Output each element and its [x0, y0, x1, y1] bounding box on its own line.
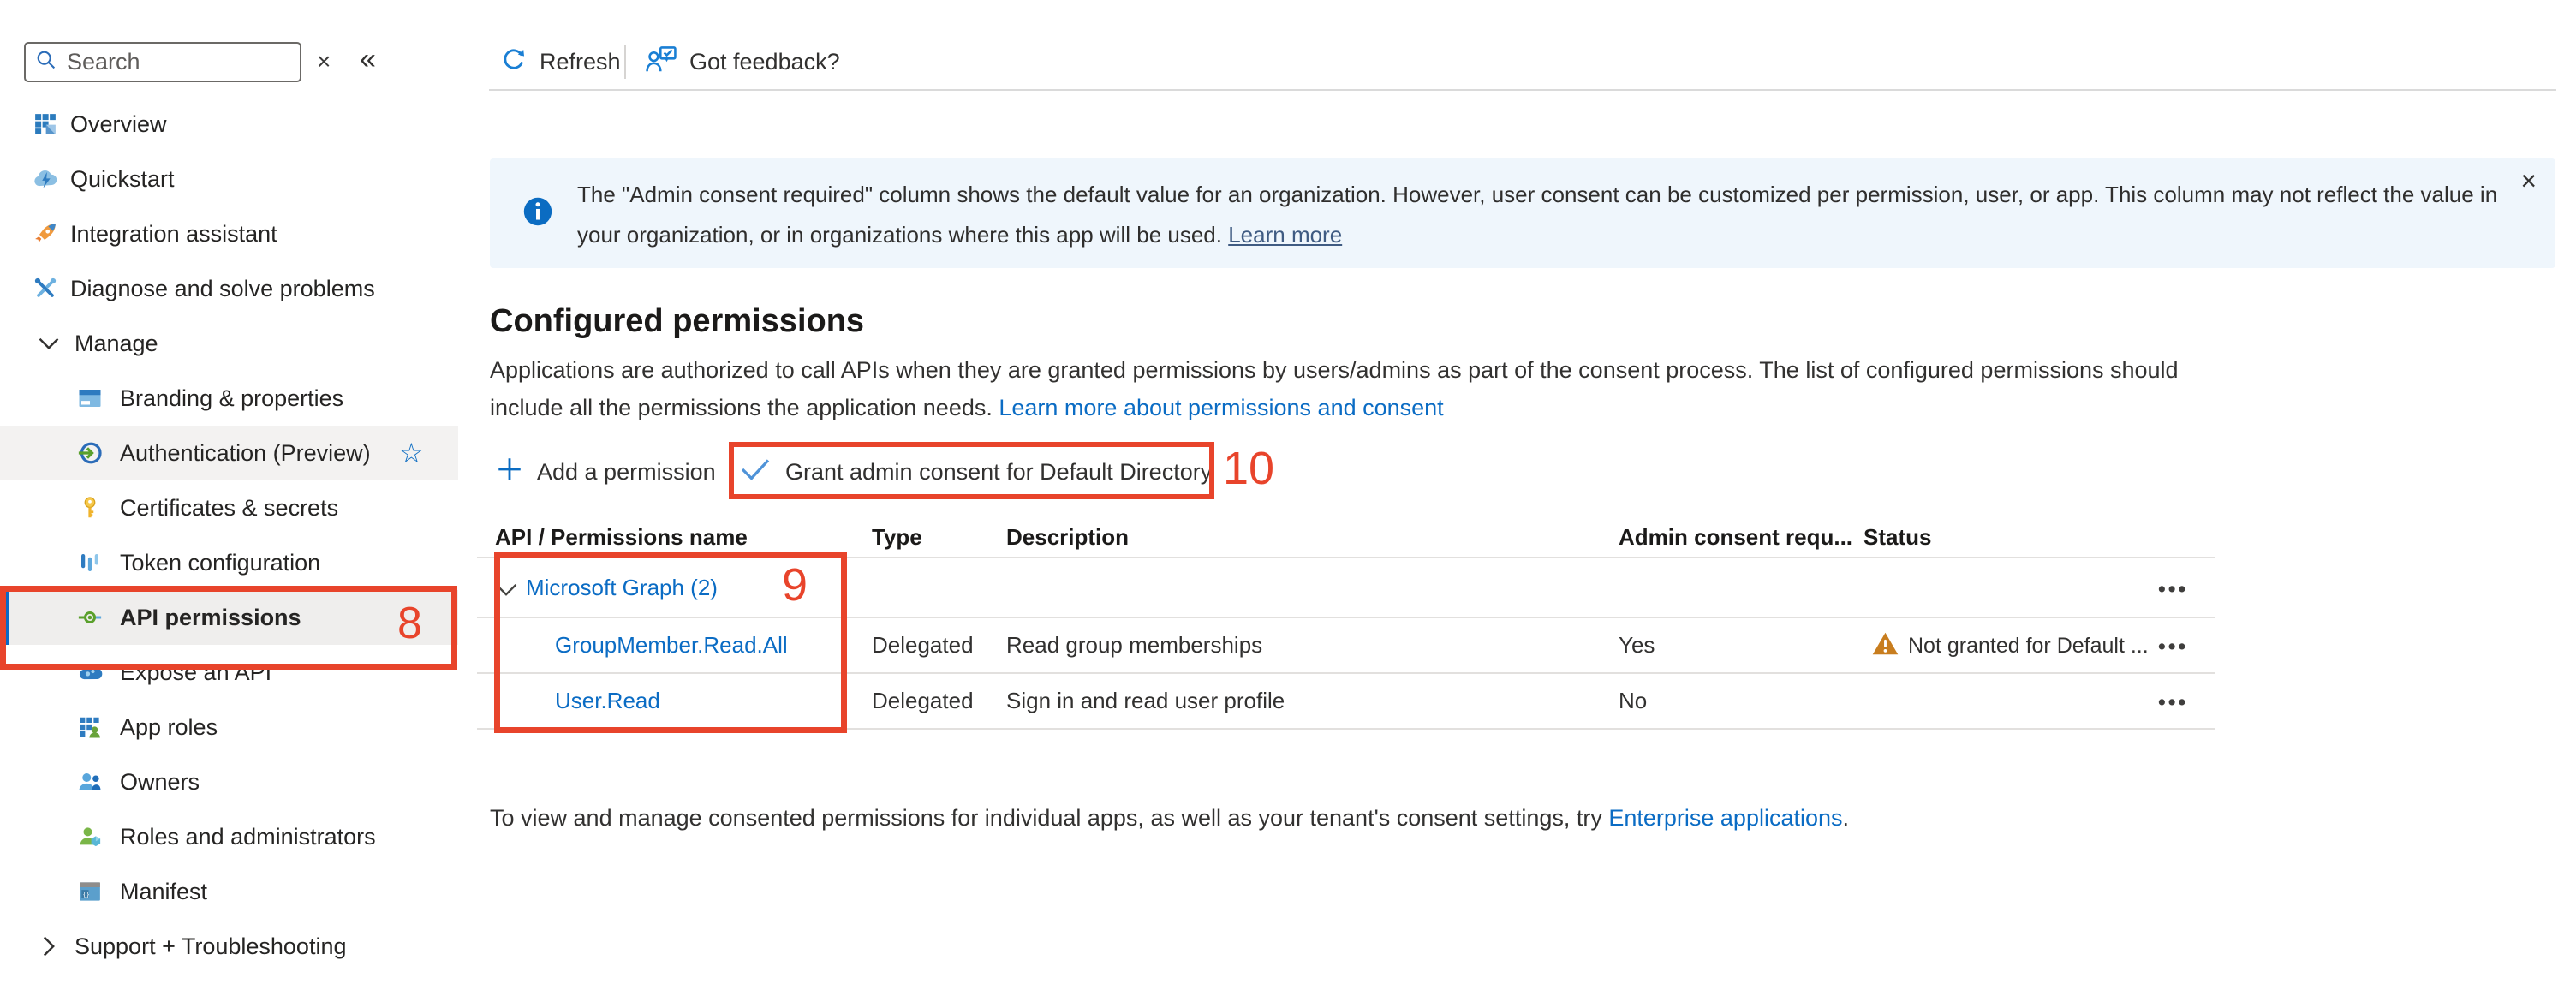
info-banner [490, 158, 2555, 268]
column-header-api-permissions-name[interactable]: API / Permissions name [495, 524, 748, 550]
feedback-label: Got feedback? [689, 48, 840, 75]
expose-api-icon [77, 659, 103, 685]
sidebar-item-label: Diagnose and solve problems [70, 275, 375, 301]
sidebar-item-label: Overview [70, 110, 167, 137]
permission-type: Delegated [872, 688, 974, 713]
sidebar-item-label: Branding & properties [120, 385, 344, 411]
feedback-icon [644, 44, 678, 81]
sidebar-item-label: Expose an API [120, 659, 272, 685]
enterprise-applications-link[interactable]: Enterprise applications [1608, 805, 1843, 831]
permission-row-link-groupmember-read-all[interactable]: GroupMember.Read.All [555, 632, 788, 658]
sidebar-item-label: Integration assistant [70, 220, 277, 247]
permission-description: Sign in and read user profile [1006, 688, 1285, 713]
sidebar [0, 0, 480, 990]
branding-icon [77, 385, 103, 411]
sidebar-item-branding-properties[interactable] [0, 371, 458, 426]
sidebar-item-owners[interactable] [0, 754, 458, 809]
section-title: Configured permissions [490, 303, 865, 339]
diagnose-icon [33, 276, 58, 301]
refresh-label: Refresh [540, 48, 621, 75]
integration-assistant-icon [33, 221, 58, 247]
sidebar-item-label: Token configuration [120, 549, 321, 576]
permission-row-link-user-read[interactable]: User.Read [555, 688, 660, 713]
sidebar-item-integration-assistant[interactable] [0, 206, 458, 261]
got-feedback-button[interactable] [644, 45, 840, 79]
sidebar-item-label: App roles [120, 713, 218, 740]
annotation-number-9: 9 [782, 559, 808, 611]
sidebar-item-token-configuration[interactable] [0, 535, 458, 590]
search-placeholder: Search [67, 49, 140, 75]
quickstart-icon [33, 166, 58, 192]
token-configuration-icon [77, 550, 103, 576]
sidebar-item-authentication-preview[interactable] [0, 426, 458, 480]
chevron-right-icon [39, 933, 59, 959]
sidebar-item-label: Support + Troubleshooting [75, 933, 347, 959]
sidebar-item-api-permissions[interactable] [0, 590, 458, 648]
admin-consent-value: No [1619, 688, 1648, 713]
api-permissions-icon [77, 605, 103, 630]
info-icon [522, 196, 553, 231]
search-input[interactable] [24, 42, 301, 82]
permission-type: Delegated [872, 632, 974, 658]
column-header-description[interactable]: Description [1006, 524, 1130, 550]
authentication-icon [77, 440, 103, 466]
plus-icon [495, 455, 524, 490]
chevron-down-icon[interactable] [495, 583, 517, 600]
table-divider [477, 557, 2215, 558]
collapse-sidebar-icon[interactable]: « [360, 43, 376, 75]
admin-consent-value: Yes [1619, 632, 1655, 658]
column-header-type[interactable]: Type [872, 524, 922, 550]
sidebar-item-label: Manifest [120, 878, 208, 904]
refresh-icon [499, 45, 528, 80]
warning-icon [1871, 631, 1899, 660]
overview-icon [33, 111, 58, 137]
toolbar-bottom-divider [489, 89, 2556, 91]
sidebar-item-label: Roles and administrators [120, 823, 376, 850]
row-menu-button[interactable]: ••• [2158, 635, 2189, 659]
api-row-link-microsoft-graph[interactable]: Microsoft Graph (2) [526, 575, 718, 600]
table-divider [477, 728, 2215, 730]
row-menu-button[interactable]: ••• [2158, 690, 2189, 714]
sidebar-item-manifest[interactable] [0, 864, 458, 919]
sidebar-item-quickstart[interactable] [0, 152, 458, 206]
sidebar-nav [0, 97, 480, 974]
sidebar-item-diagnose-and-solve-problems[interactable] [0, 261, 458, 316]
owners-icon [77, 769, 103, 795]
check-icon [740, 456, 771, 488]
banner-learn-more-link[interactable]: Learn more [1228, 222, 1343, 248]
certificates-icon [77, 495, 103, 521]
sidebar-item-label: Certificates & secrets [120, 494, 339, 521]
column-header-status[interactable]: Status [1863, 524, 1932, 550]
sidebar-item-expose-an-api[interactable] [0, 645, 458, 700]
search-clear-icon[interactable]: × [317, 48, 331, 75]
permissions-consent-link[interactable]: Learn more about permissions and consent [999, 395, 1444, 420]
table-divider [477, 672, 2215, 674]
favorite-star-icon[interactable]: ☆ [399, 438, 424, 468]
permission-description: Read group memberships [1006, 632, 1263, 658]
refresh-button[interactable] [499, 45, 621, 79]
sidebar-item-label: Owners [120, 768, 200, 795]
grant-admin-consent-button[interactable] [740, 449, 1212, 495]
table-divider [477, 617, 2215, 618]
section-description: Applications are authorized to call APIs when they are granted permissions by users/admins as part of the consent process. The list of configured permissions should include all the permissions the application needs. Learn more about permissions and consent [490, 357, 2179, 420]
annotation-number-8: 8 [397, 599, 422, 648]
sidebar-item-label: API permissions [120, 604, 301, 630]
sidebar-item-label: Quickstart [70, 165, 175, 192]
manifest-icon [77, 879, 103, 904]
app-roles-icon [77, 714, 103, 740]
sidebar-item-roles-and-administrators[interactable] [0, 809, 458, 864]
sidebar-item-certificates-secrets[interactable] [0, 480, 458, 535]
status-badge: Not granted for Default ... [1908, 634, 2149, 658]
search-icon [34, 48, 58, 76]
sidebar-item-manage[interactable] [0, 316, 458, 371]
row-menu-button[interactable]: ••• [2158, 577, 2189, 601]
svg-text:{}: {} [82, 891, 90, 898]
add-permission-button[interactable] [495, 449, 716, 495]
column-header-admin-consent-required[interactable]: Admin consent requ... [1619, 524, 1853, 550]
sidebar-item-support-troubleshooting[interactable] [0, 919, 458, 974]
sidebar-item-label: Manage [75, 330, 158, 356]
sidebar-item-overview[interactable] [0, 97, 458, 152]
annotation-number-10: 10 [1223, 443, 1275, 494]
footer-note: To view and manage consented permissions for individual apps, as well as your tenant's consent settings, try Enterprise applications. [490, 805, 1850, 831]
banner-close-icon[interactable]: × [2520, 165, 2537, 196]
add-permission-label: Add a permission [537, 458, 716, 485]
chevron-down-icon [39, 331, 59, 356]
sidebar-item-app-roles[interactable] [0, 700, 458, 754]
roles-administrators-icon [77, 824, 103, 850]
toolbar-divider [624, 45, 626, 79]
banner-text: The "Admin consent required" column shows the default value for an organization. However, user consent can be customized per permission, user, or app. This column may not reflect the value in your organization, or in organizations where this app will be used. Learn more [577, 182, 2498, 248]
sidebar-item-label: Authentication (Preview) [120, 439, 371, 466]
grant-admin-consent-label: Grant admin consent for Default Directory [785, 458, 1213, 485]
